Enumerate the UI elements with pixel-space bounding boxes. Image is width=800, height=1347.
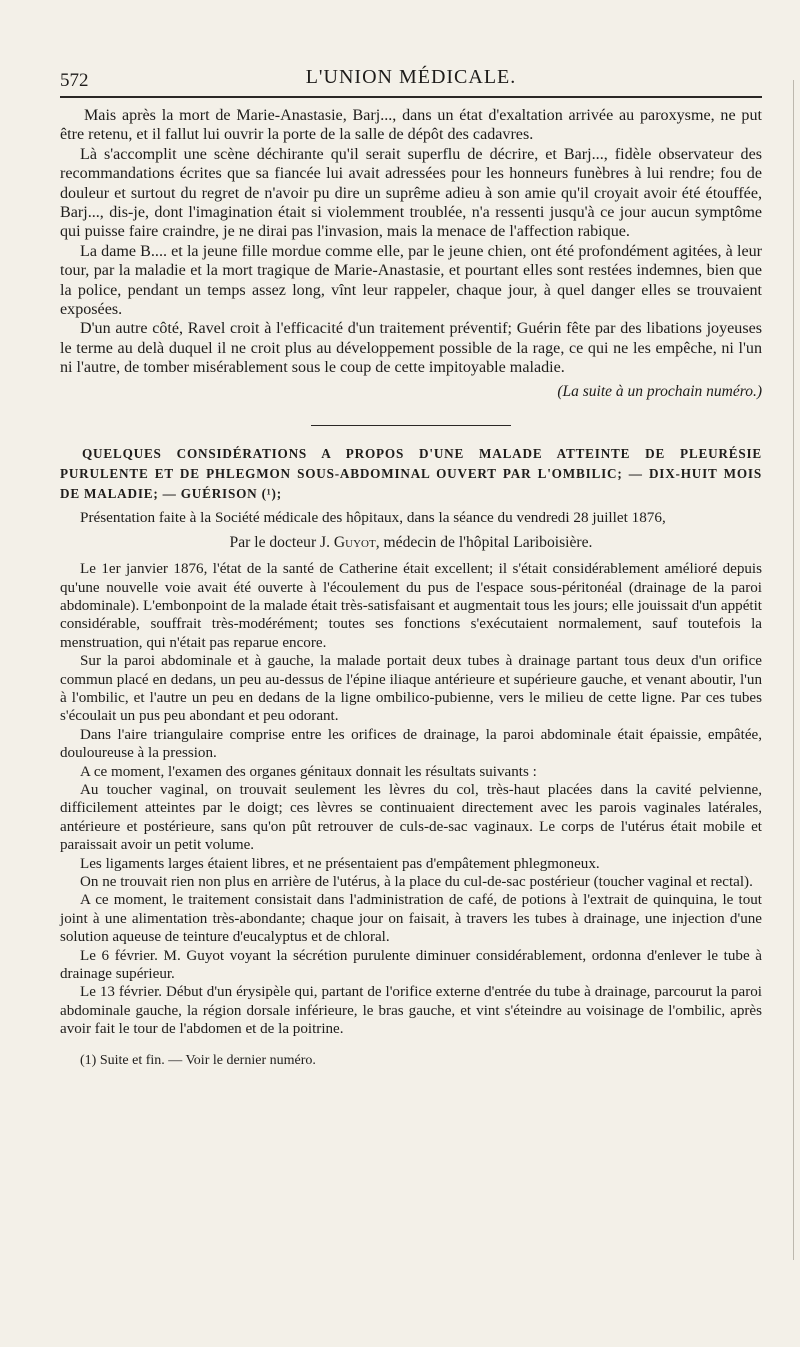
paragraph: On ne trouvait rien non plus en arrière de l'utérus, à la place du cul-de-sac postérieur (toucher vaginal et rectal). xyxy=(80,874,753,890)
continuation-note: (La suite à un prochain numéro.) xyxy=(557,382,762,400)
paragraph: Là s'accomplit une scène déchirante qu'il serait superflu de décrire, et Barj..., fidèle observateur des recommandations écrites que sa fiancée lui avait adressées pour les honneurs funèbres à lui rendre; fou de douleur et surtout du regret de n'avoir pu dire un suprême adieu à son amie qu'il croyait avoir été étouffée, Barj..., dis-je, dont l'imagination était si violemment troublée, n'a ressenti jusqu'à ce jour aucun symptôme qui puisse faire craindre, je ne dirai pas l'invasion, mais la menace de l'affection rabique. xyxy=(60,145,762,241)
paragraph: Sur la paroi abdominale et à gauche, la malade portait deux tubes à drainage partant tous deux d'un orifice commun placé en dedans, un peu au-dessus de l'épine iliaque antérieure et supérieure gauche, et venant aboutir, l'un à l'ombilic, et l'autre un peu en dedans de la ligne ombilico-pubienne, vers le milieu de cette ligne. Par ces tubes s'écoulait un pus peu abondant et peu odorant. xyxy=(60,653,762,725)
byline-suffix: , médecin de l'hôpital Lariboisière. xyxy=(375,534,593,552)
footnote: (1) Suite et fin. — Voir le dernier numéro. xyxy=(80,1052,316,1068)
article-title xyxy=(60,444,762,504)
page-number: 572 xyxy=(60,70,89,91)
author-name: Guyot xyxy=(333,534,376,552)
article xyxy=(60,444,762,1069)
paragraph: A ce moment, le traitement consistait dans l'administration de café, de potions à l'extrait de quinquina, le tout joint à une alimentation très-abondante; chaque jour on faisait, à travers les tubes à drainage, une injection d'une solution aqueuse de teinture d'eucalyptus et de chloral. xyxy=(60,892,762,946)
article-title-text: QUELQUES CONSIDÉRATIONS A PROPOS D'UNE MALADE ATTEINTE DE PLEURÉSIE PURULENTE ET DE PHLEGMON SOUS-ABDOMINAL OUVERT PAR L'OMBILIC; — DIX-HUIT MOIS DE MALADIE; — GUÉRISON (¹); xyxy=(60,446,762,502)
page-header xyxy=(60,62,762,98)
paragraph: Dans l'aire triangulaire comprise entre les orifices de drainage, la paroi abdominale était épaissie, empâtée, douloureuse à la pression. xyxy=(60,726,762,762)
presentation-line: Présentation faite à la Société médicale des hôpitaux, dans la séance du vendredi 28 juillet 1876, xyxy=(80,509,666,527)
running-head: L'UNION MÉDICALE. xyxy=(305,66,517,88)
paragraph: D'un autre côté, Ravel croit à l'efficacité d'un traitement préventif; Guérin fête par des libations joyeuses le terme au delà duquel il ne croit plus au développement possible de la rage, ce qui ne les empêche, ni l'un ni l'autre, de tomber misérablement sous le coup de cette impitoyable maladie. xyxy=(60,320,762,377)
page-edge-rule xyxy=(793,80,794,1260)
paragraph: La dame B.... et la jeune fille mordue comme elle, par le jeune chien, ont été profondément agitées, à leur tour, par la maladie et la mort tragique de Marie-Anastasie, et pourtant elles sont restées indemnes, bien que la police, pendant un temps assez long, vînt leur rappeler, chaque jour, à quel danger elles se trouvaient exposées. xyxy=(60,242,762,319)
paragraph: Le 1er janvier 1876, l'état de la santé de Catherine était excellent; il s'était considérablement amélioré depuis qu'une nouvelle voie avait été ouverte à l'écoulement du pus de l'espace sous-péritonéal (drainage de la paroi abdominale). L'embonpoint de la malade était très-satisfaisant et augmentait tous les jours; elle jouissait d'un appétit considérable, souffrait très-modérément; toutes ses fonctions s'exécutaient normalement, sauf toutefois la menstruation, qui n'était pas reparue encore. xyxy=(60,561,762,651)
paragraph: Le 13 février. Début d'un érysipèle qui, partant de l'orifice externe d'entrée du tube à drainage, parcourut la paroi abdominale gauche, la région dorsale inférieure, le bras gauche, et vint s'éteindre au voisinage de l'ombilic, après avoir fait le tour de l'abdomen et de la poitrine. xyxy=(60,984,762,1038)
paragraph: A ce moment, l'examen des organes génitaux donnait les résultats suivants : xyxy=(80,763,537,780)
section-separator xyxy=(311,425,511,426)
paragraph: Les ligaments larges étaient libres, et ne présentaient pas d'empâtement phlegmoneux. xyxy=(80,855,600,872)
paragraph: Mais après la mort de Marie-Anastasie, Barj..., dans un état d'exaltation arrivée au paroxysme, ne put être retenu, et il fallut lui ouvrir la porte de la salle de dépôt des cadavres. xyxy=(60,107,762,144)
article-body xyxy=(60,560,762,1039)
byline-prefix: Par le docteur J. xyxy=(229,534,334,552)
previous-article-text xyxy=(60,106,762,401)
byline xyxy=(60,534,762,552)
paragraph: Le 6 février. M. Guyot voyant la sécrétion purulente diminuer considérablement, ordonna d'enlever le tube à drainage supérieur. xyxy=(60,947,762,983)
paragraph: Au toucher vaginal, on trouvait seulement les lèvres du col, très-haut placées dans la cavité pelvienne, difficilement atteintes par le doigt; ces lèvres se continuaient directement avec les parois vaginales latérales, antérieure et postérieure, sans qu'on pût retrouver de culs-de-sac vaginaux. Le corps de l'utérus était mobile et paraissait avoir un petit volume. xyxy=(60,781,762,854)
